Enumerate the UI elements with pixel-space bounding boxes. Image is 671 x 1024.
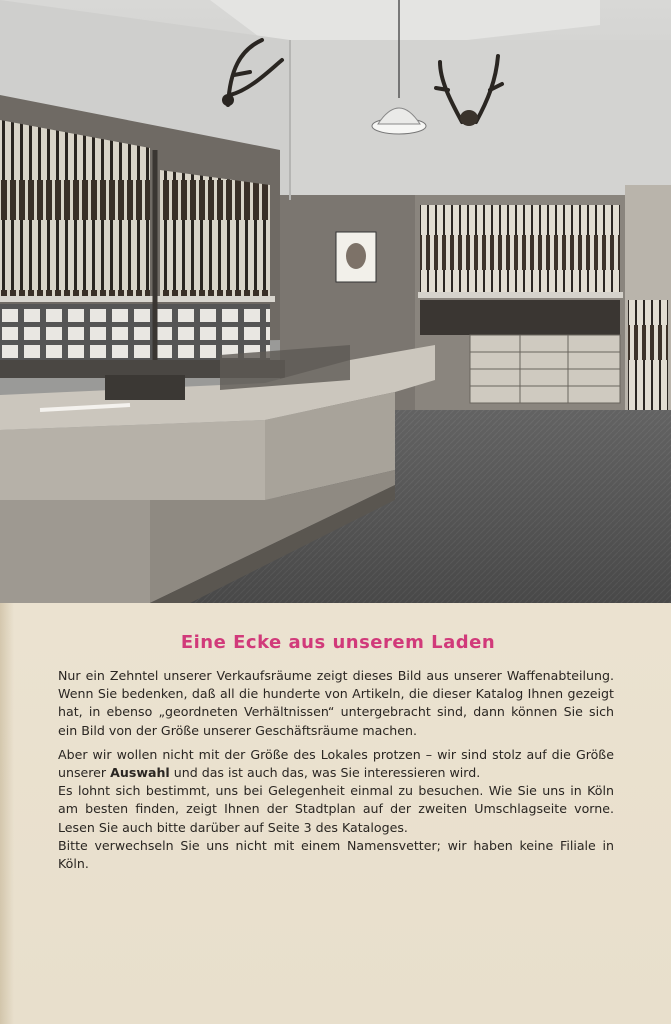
- paragraph-intro: Nur ein Zehntel unserer Verkaufsräume zeigt dieses Bild aus unserer Waffenabteilung. Wenn Sie bedenken, daß all die hunderte von Artikeln, die dieser Katalog Ihnen gezeigt hat, in ebenso „geordneten Verhältnissen“ untergebracht sind, dann können Sie sich ein Bild von der Größe unserer Geschäftsräume machen.: [58, 668, 614, 738]
- paragraph-no-branch: Bitte verwechseln Sie uns nicht mit einem Namensvetter; wir haben keine Filiale in Köln.: [58, 837, 614, 872]
- selection-emphasis: Auswahl: [110, 765, 170, 781]
- paragraph-selection: [58, 746, 614, 782]
- paragraph-selection-part2: und das ist auch das, was Sie interessieren wird.: [169, 765, 481, 781]
- page-edge-stain: [0, 603, 14, 1024]
- paragraph-visit: Es lohnt sich bestimmt, uns bei Gelegenheit einmal zu besuchen. Wie Sie uns in Köln am besten finden, zeigt Ihnen der Stadtplan auf der zweiten Umschlagseite vorne. Lesen Sie auch bitte darüber auf Seite 3 des Kataloges.: [58, 783, 614, 835]
- paragraph-selection-part1: Aber wir wollen nicht mit der Größe des Lokales protzen – wir sind stolz auf die Größe unserer: [58, 746, 614, 781]
- text-block: [58, 632, 614, 879]
- page-heading: Eine Ecke aus unserem Laden: [180, 632, 496, 653]
